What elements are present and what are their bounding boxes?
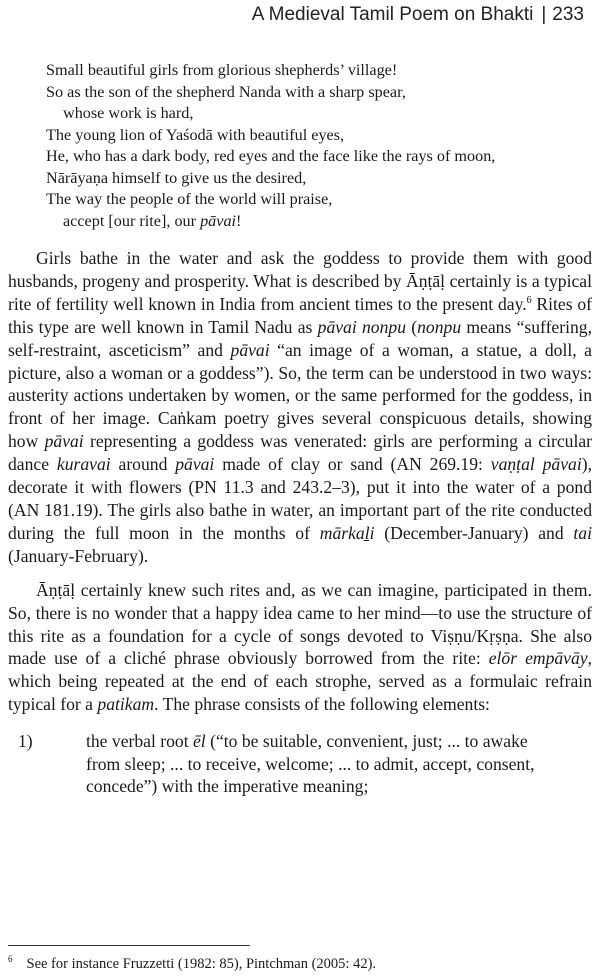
verse-last-line xyxy=(46,211,592,233)
text-run: (January-February). xyxy=(8,545,149,566)
term-italic: ēl xyxy=(193,731,206,752)
term-italic: elōr empāvāy xyxy=(488,648,588,669)
text-run: . The phrase consists of the following elements: xyxy=(154,694,490,715)
term-italic: nonpu xyxy=(417,316,462,337)
text-run: made of clay or sand (AN 269.19: xyxy=(214,454,491,475)
verse-line: Nārāyaṇa himself to give us the desired, xyxy=(46,168,307,187)
author-name: Āṇṭāḷ xyxy=(405,270,446,291)
verse-text: ! xyxy=(236,211,242,230)
term-italic: mārkaḻi xyxy=(319,522,375,543)
footnote-text: See for instance Fruzzetti (1982: 85), Pintchman (2005: 42). xyxy=(26,955,377,972)
list-number: 1) xyxy=(18,731,33,752)
verse-line: whose work is hard, xyxy=(63,104,194,122)
verse-line: So as the son of the shepherd Nanda with a sharp spear, xyxy=(46,82,406,101)
page-number: 233 xyxy=(552,4,584,25)
verse-line: He, who has a dark body, red eyes and the face like the rays of moon, xyxy=(46,147,496,165)
term-italic: vaṇṭal pāvai xyxy=(490,454,582,475)
verse-block xyxy=(46,60,592,232)
text-run: , which being repeated at the end of each strophe, served as a formulaic refrain typical for a xyxy=(8,648,592,715)
footnote-rule xyxy=(8,945,250,946)
term-italic: pāvai xyxy=(175,454,215,475)
text-run: the verbal root xyxy=(86,731,193,752)
term-italic: pāvai xyxy=(230,339,270,360)
term-italic: pāvai nonpu xyxy=(317,316,406,337)
text-run: ), decorate it with flowers (PN 11.3 and 243.2–3), put it into the water of a pond (AN 181.19). The girls also bathe in water, an important part of the rite conducted during the full moon in the months of xyxy=(8,454,592,543)
verse-text: accept [our rite], our xyxy=(63,211,201,230)
text-run: certainly knew such rites and, as we can imagine, participated in them. So, there is no wonder that a happy idea came to her mind—to use the structure of this rite as a foundation for a cycle of songs devoted to Viṣṇu/Kṛṣṇa. She also made use of a cliché phrase obviously borrowed from the rite: xyxy=(8,579,592,669)
footnote-number: 6 xyxy=(8,954,13,964)
text-run: certainly is a typical rite of fertility well known in India from ancient times to the present day. xyxy=(8,270,593,314)
text-run: Girls bathe in the water and ask the goddess to provide them with good husbands, progeny and prosperity. What is described by xyxy=(8,248,592,291)
numbered-list-item xyxy=(8,730,592,798)
running-title: A Medieval Tamil Poem on Bhakti xyxy=(251,4,534,25)
verse-line: Small beautiful girls from glorious shepherds’ village! xyxy=(46,61,398,79)
header-separator: | xyxy=(541,4,547,25)
list-text xyxy=(58,730,592,798)
text-run: Rites of this type are well known in Tamil Nadu as xyxy=(8,293,592,337)
text-run: (“to be suitable, convenient, just; ... to awake from sleep; ... to receive, welcome; ... to admit, accept, consent, concede”) with the imperative meaning; xyxy=(86,731,535,797)
footnote-reference: 6 xyxy=(526,294,532,306)
page-body xyxy=(8,60,592,798)
text-run: “an image of a woman, a statue, a doll, a picture, also a woman or a goddess”). So, the term can be understood in two ways: austerity actions undertaken by women, or the same performed for the goddess, in front of her image. Caṅkam poetry gives several conspicuous details, showing how xyxy=(8,339,592,452)
author-name: Āṇṭāḷ xyxy=(36,579,76,600)
verse-term: pāvai xyxy=(200,211,237,230)
verse-line: The way the people of the world will praise, xyxy=(46,190,333,208)
term-italic: pāvai xyxy=(44,431,84,452)
paragraph-rites xyxy=(8,247,592,568)
term-italic: tai xyxy=(573,522,592,543)
verse-line: The young lion of Yaśodā with beautiful eyes, xyxy=(46,125,345,144)
term-italic: kuravai xyxy=(56,454,111,475)
paragraph-antal xyxy=(8,579,592,716)
text-run: (December-January) and xyxy=(374,522,574,543)
running-header xyxy=(252,4,584,26)
text-run: representing a goddess was venerated: girls are performing a circular dance xyxy=(8,431,592,475)
term-italic: patikam xyxy=(97,694,155,715)
footnote xyxy=(8,954,376,973)
text-run: ( xyxy=(406,316,418,337)
text-run: means “suffering, self-restraint, asceticism” and xyxy=(8,316,592,360)
text-run: around xyxy=(110,454,176,475)
